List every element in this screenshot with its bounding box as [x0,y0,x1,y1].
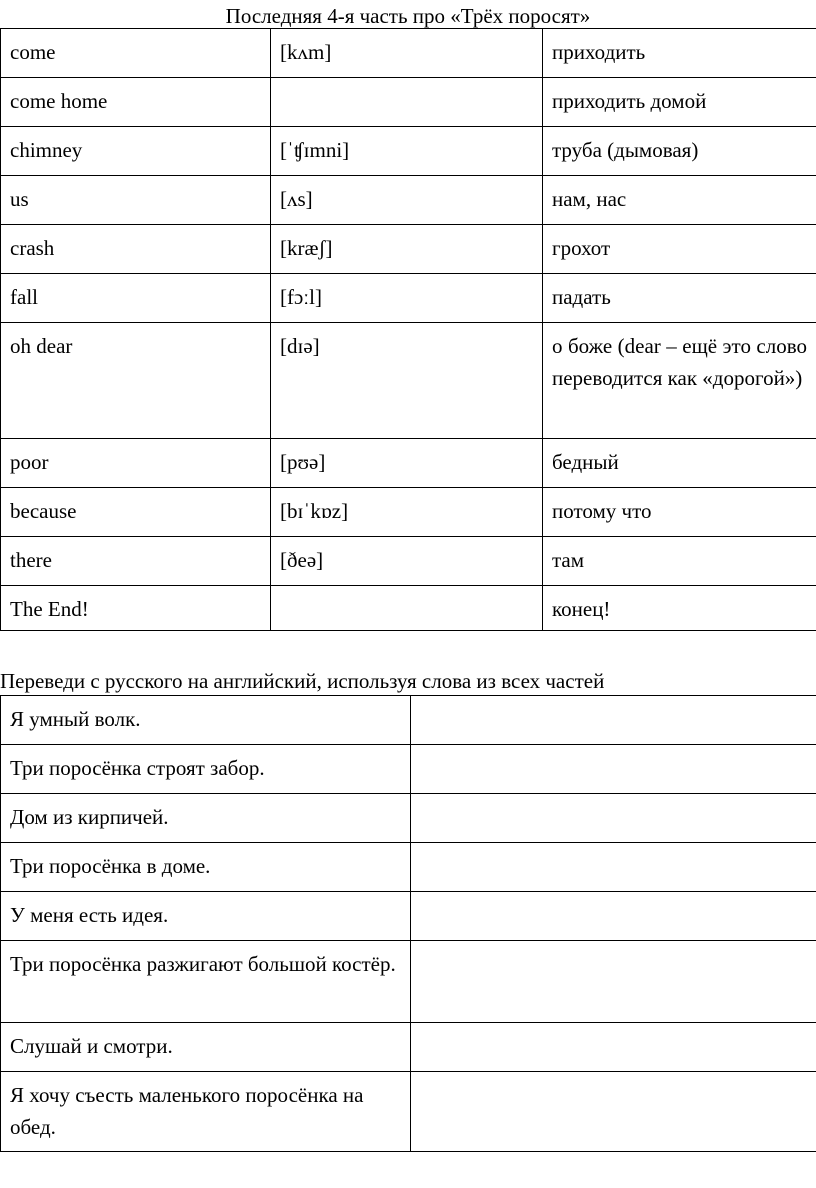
table-row [1,439,816,488]
table-row [1,794,816,843]
word-cell: The End! [1,586,271,631]
translation-cell: там [543,537,816,586]
word-cell: poor [1,439,271,488]
word-cell: fall [1,274,271,323]
table-row [1,843,816,892]
translation-cell: грохот [543,225,816,274]
russian-sentence-cell: У меня есть идея. [1,892,411,941]
translation-cell: о боже (dear – ещё это слово переводится как «дорогой») [543,323,816,439]
transcription-cell: [pʊə] [271,439,543,488]
table-row [1,225,816,274]
translation-cell: бедный [543,439,816,488]
russian-sentence-cell: Я умный волк. [1,696,411,745]
answer-cell[interactable] [411,941,816,1023]
translation-cell: конец! [543,586,816,631]
answer-cell[interactable] [411,843,816,892]
translation-cell: труба (дымовая) [543,127,816,176]
translation-cell: потому что [543,488,816,537]
word-cell: because [1,488,271,537]
transcription-cell: [kʌm] [271,29,543,78]
word-cell: come home [1,78,271,127]
transcription-cell: [ʌs] [271,176,543,225]
table-row [1,29,816,78]
vocabulary-table [0,28,816,631]
table-row [1,941,816,1023]
transcription-cell [271,586,543,631]
transcription-cell: [bɪˈkɒz] [271,488,543,537]
word-cell: crash [1,225,271,274]
table-row [1,892,816,941]
word-cell: chimney [1,127,271,176]
transcription-cell: [dɪə] [271,323,543,439]
exercise-instruction: Переведи с русского на английский, используя слова из всех частей [0,669,605,693]
answer-cell[interactable] [411,892,816,941]
table-row [1,745,816,794]
table-row [1,176,816,225]
answer-cell[interactable] [411,745,816,794]
table-row [1,1023,816,1072]
transcription-cell [271,78,543,127]
table-row [1,323,816,439]
translation-cell: падать [543,274,816,323]
table-row [1,127,816,176]
table-row [1,488,816,537]
word-cell: oh dear [1,323,271,439]
answer-cell[interactable] [411,696,816,745]
answer-cell[interactable] [411,794,816,843]
table-row [1,696,816,745]
russian-sentence-cell: Три поросёнка в доме. [1,843,411,892]
answer-cell[interactable] [411,1072,816,1152]
russian-sentence-cell: Я хочу съесть маленького поросёнка на обед. [1,1072,411,1152]
word-cell: come [1,29,271,78]
transcription-cell: [ˈʧɪmni] [271,127,543,176]
word-cell: us [1,176,271,225]
transcription-cell: [ðeə] [271,537,543,586]
table-row [1,274,816,323]
transcription-cell: [fɔːl] [271,274,543,323]
russian-sentence-cell: Три поросёнка разжигают большой костёр. [1,941,411,1023]
table-row [1,586,816,631]
transcription-cell: [kræʃ] [271,225,543,274]
table-row [1,78,816,127]
exercise-table [0,695,816,1152]
russian-sentence-cell: Три поросёнка строят забор. [1,745,411,794]
russian-sentence-cell: Дом из кирпичей. [1,794,411,843]
translation-cell: приходить домой [543,78,816,127]
translation-cell: нам, нас [543,176,816,225]
translation-cell: приходить [543,29,816,78]
page-title: Последняя 4-я часть про «Трёх поросят» [225,4,591,28]
table-row [1,537,816,586]
russian-sentence-cell: Слушай и смотри. [1,1023,411,1072]
table-row [1,1072,816,1152]
word-cell: there [1,537,271,586]
answer-cell[interactable] [411,1023,816,1072]
